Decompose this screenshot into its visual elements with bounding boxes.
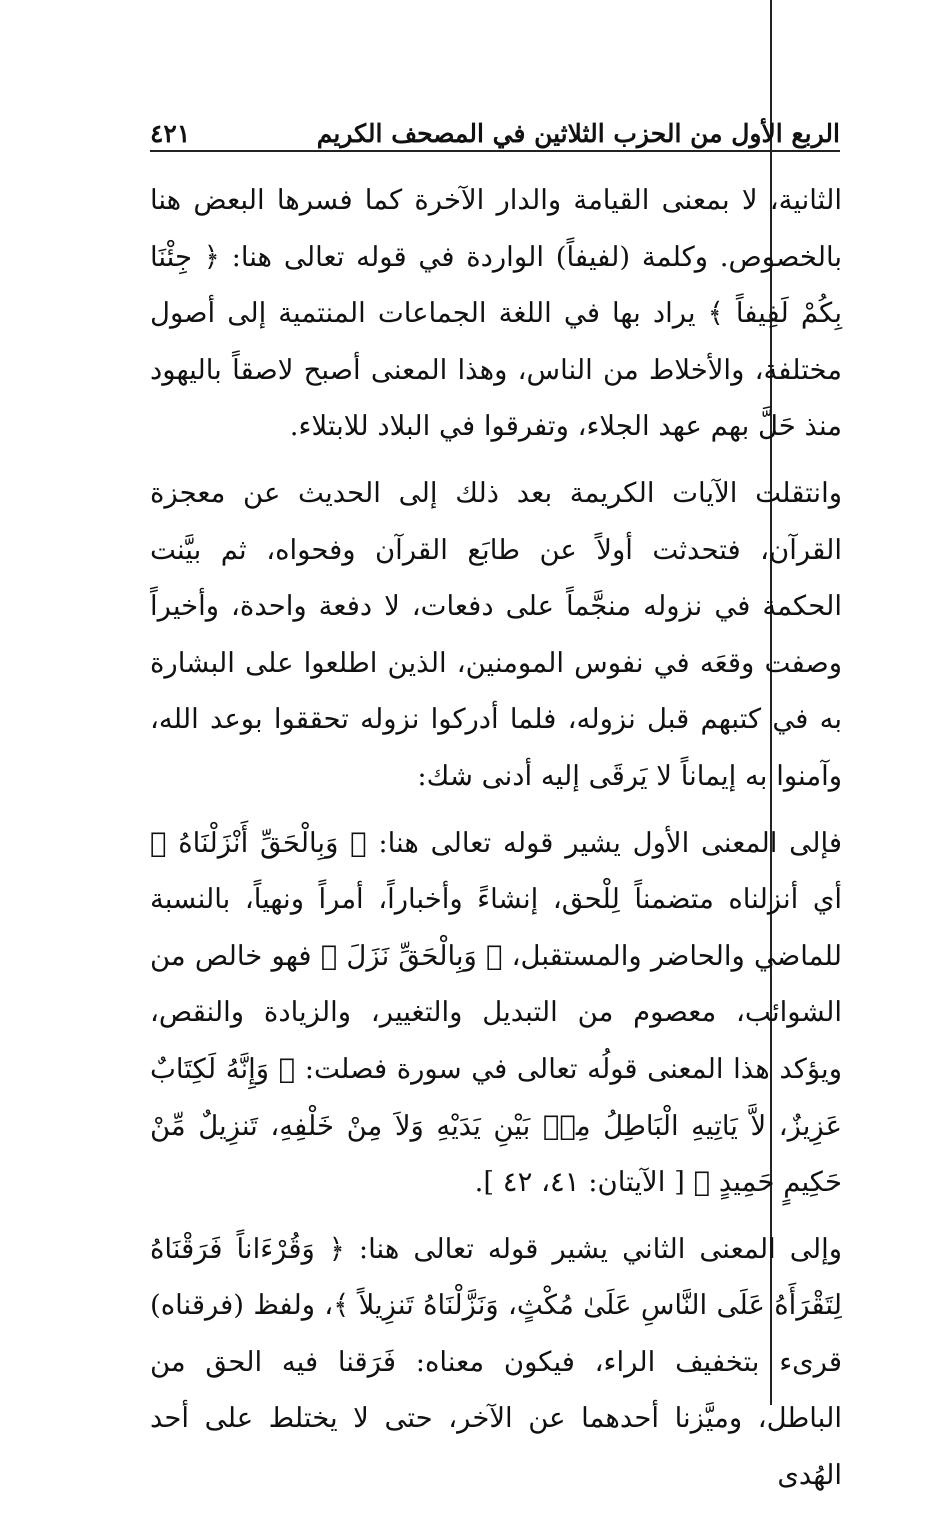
paragraph: الثانية، لا بمعنى القيامة والدار الآخرة كما فسرها البعض هنا بالخصوص. وكلمة (لفيفاً) الواردة في قوله تعالى هنا: ﴿ جِئْنَا بِكُمْ لَفِيفاً ﴾ يراد بها في اللغة الجماعات المنتمية إلى أصول مختلفة، والأخلاط من الناس، وهذا المعنى أصبح لاصقاً باليهود منذ حَلَّ بهم عهد الجلاء، وتفرقوا في البلاد للابتلاء. — [150, 184, 843, 443]
running-header — [150, 112, 840, 148]
running-title: الربع الأول من الحزب الثلاثين في المصحف الكريم — [316, 119, 840, 148]
paragraph: وانتقلت الآيات الكريمة بعد ذلك إلى الحديث عن معجزة القرآن، فتحدثت أولاً عن طابَع القرآن وفحواه، ثم بيَّنت الحكمة في نزوله منجَّماً على دفعات، لا دفعة واحدة، وأخيراً وصفت وقعَه في نفوس المومنين، الذين اطلعوا على البشارة به في كتبهم قبل نزوله، فلما أدركوا نزوله تحققوا بوعد الله، وآمنوا به إيماناً لا يَرقَى إليه أدنى شك: — [150, 476, 842, 792]
paragraph: وإلى المعنى الثاني يشير قوله تعالى هنا: ﴿ وَقُرْءَاناً فَرَقْنَاهُ لِتَقْرَأَهُ عَلَى النَّاسِ عَلَىٰ مُكْثٍ، وَنَزَّلْنَاهُ تَنزِيلاً ﴾، ولفظ (فرقناه) قرىء بتخفيف الراء، فيكون معناه: فَرَقنا فيه الحق من الباطل، وميَّزنا أحدهما عن الآخر، حتى لا يختلط على أحد الهُدى — [150, 1232, 842, 1492]
body-text — [150, 172, 842, 1514]
page-number: ٤٢١ — [150, 119, 191, 148]
header-rule — [150, 150, 840, 152]
paragraph: فإلى المعنى الأول يشير قوله تعالى هنا: ﴿ وَبِالْحَقِّ أَنْزَلْنَاهُ ﴾ أي أنزلناه متضمناً لِلْحق، إنشاءً وأخباراً، أمراً ونهياً، بالنسبة للماضي والحاضر والمستقبل، ﴿ وَبِالْحَقِّ نَزَلَ ﴾ فهو خالص من الشوائب، معصوم من التبديل والتغيير، والزيادة والنقص، ويؤكد هذا المعنى قولُه تعالى في سورة فصلت: ﴿ وَإِنَّهُ لَكِتَابٌ عَزِيزٌ، لاَّ يَاتِيهِ الْبَاطِلُ مِنۢ بَيْنِ يَدَيْهِ وَلاَ مِنْ خَلْفِهِ، تَنزِيلٌ مِّنْ حَكِيمٍ حَمِيدٍ ﴾ [ الآيتان: ٤١، ٤٢ ]. — [150, 826, 843, 1199]
